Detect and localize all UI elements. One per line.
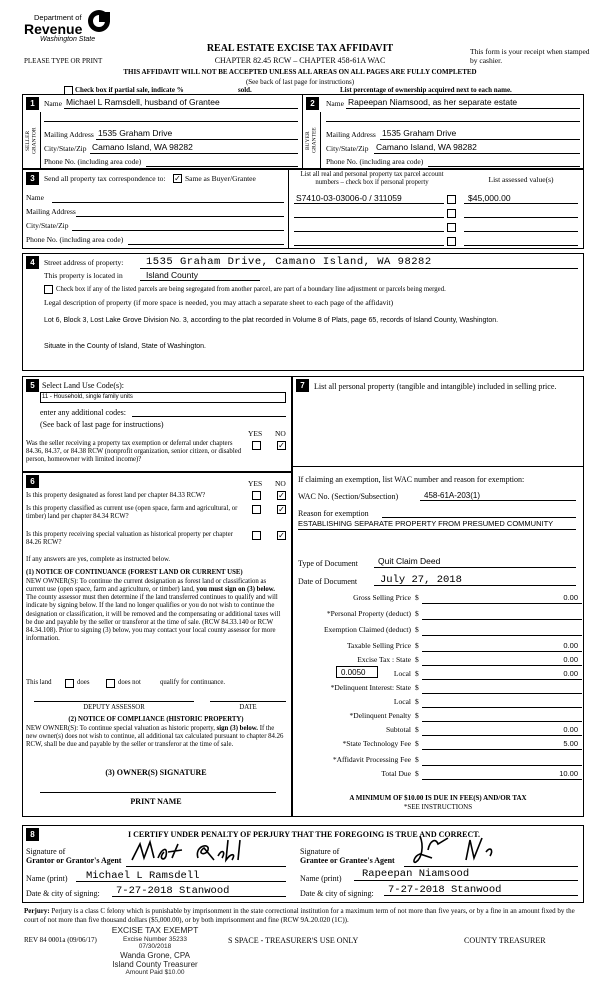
- legal-label: Legal description of property (if more space is needed, you may attach a separate sheet to each page of the affidavit): [44, 298, 394, 307]
- corr-city-label: City/State/Zip: [26, 221, 69, 230]
- fee-row-dollar: $: [415, 625, 419, 634]
- fee-row-field[interactable]: [422, 656, 582, 666]
- grantor-date-city[interactable]: 7-27-2018 Stanwood: [116, 885, 230, 897]
- fee-row-dollar: $: [415, 641, 419, 650]
- fee-row-label: *State Technology Fee: [342, 739, 411, 748]
- segregated-checkbox[interactable]: [44, 285, 53, 294]
- fee-row-dollar: $: [415, 739, 419, 748]
- correspondence-label: Send all property tax correspondence to:: [44, 174, 166, 183]
- notice-continuance-text: [26, 578, 286, 643]
- grantor-printed-name[interactable]: Michael L Ramsdell: [86, 870, 200, 882]
- street-label: Street address of property:: [44, 258, 124, 267]
- fee-row-label: Subtotal: [385, 725, 411, 734]
- yes-header-6: YES: [248, 479, 263, 488]
- form-chapter: CHAPTER 82.45 RCW – CHAPTER 458-61A WAC: [214, 56, 386, 65]
- grantee-name-label: Name: [326, 99, 344, 108]
- see-back-sec5: (See back of last page for instructions): [40, 420, 164, 429]
- owner-signature-label: (3) OWNER(S) SIGNATURE: [105, 768, 207, 777]
- fee-row: [305, 698, 583, 711]
- fee-row-label: Total Due: [381, 769, 411, 778]
- grantee-mailing-label: Mailing Address: [326, 130, 376, 139]
- grantor-mailing[interactable]: 1535 Graham Drive: [98, 128, 173, 138]
- grantee-agent-label: Grantee or Grantee's Agent: [300, 856, 395, 865]
- fee-row-field[interactable]: [422, 610, 582, 620]
- this-land-label: This land: [26, 679, 52, 686]
- doc-date[interactable]: July 27, 2018: [380, 574, 462, 586]
- fee-row-label: Local: [393, 697, 411, 706]
- assessed-value[interactable]: $45,000.00: [468, 193, 511, 203]
- personal-property-checkbox-2[interactable]: [447, 209, 456, 218]
- receipt-note: This form is your receipt when stamped by cashier.: [470, 47, 590, 65]
- wac-label: WAC No. (Section/Subsection): [298, 492, 399, 501]
- grantor-phone-label: Phone No. (including area code): [44, 157, 142, 166]
- minimum-due-note: A MINIMUM OF $10.00 IS DUE IN FEE(S) AND/OR TAX: [349, 794, 527, 802]
- stamp-line-1: EXCISE TAX EXEMPT: [111, 925, 199, 935]
- no-header-5: NO: [275, 429, 286, 438]
- same-as-buyer-checkbox[interactable]: ✓: [174, 174, 181, 183]
- exemption-claim-label: If claiming an exemption, list WAC number and reason for exemption:: [298, 475, 525, 484]
- grantor-date-label: Date & city of signing:: [26, 889, 100, 898]
- if-yes-note: If any answers are yes, complete as instructed below.: [26, 556, 171, 563]
- fee-row: [305, 756, 583, 769]
- section-1-number: 1: [26, 97, 39, 110]
- perjury-text: Perjury is a class C felony which is punishable by imprisonment in the state correctional institution for a maximum term of not more than five years, or by a fine in an amount fixed by the court of not more than five thousand dollars ($5,000.00), or by both imprisonment and fine (RCW 9A.20.020 (1C)).: [24, 907, 575, 924]
- exemption-no-checkbox[interactable]: ✓: [278, 441, 285, 450]
- stamp-line-3: 07/30/2018: [138, 943, 172, 951]
- fee-row-value: 0.00: [563, 641, 578, 650]
- parcel-header: List all real and personal property tax parcel account numbers – check box if personal property: [300, 171, 444, 186]
- see-back-header: (See back of last page for instructions): [245, 78, 355, 86]
- fee-row-dollar: $: [415, 609, 419, 618]
- does-not-label: does not: [118, 679, 141, 686]
- fee-row-label: *Delinquent Interest: State: [330, 683, 411, 692]
- historic-question: Is this property receiving special valuation as historical property per chapter 84.26 RCW?: [26, 531, 233, 546]
- grantor-name-print-label: Name (print): [26, 874, 68, 883]
- fee-row-value: 5.00: [563, 739, 578, 748]
- fee-row-field[interactable]: [422, 626, 582, 636]
- grantee-date-label: Date & city of signing:: [300, 889, 374, 898]
- section-8-number: 8: [26, 828, 39, 841]
- stamp-line-6: Amount Paid $10.00: [125, 969, 185, 977]
- fee-row-value: 10.00: [559, 769, 578, 778]
- dept-line-2: Revenue: [24, 21, 83, 37]
- fee-row-label: Excise Tax : State: [357, 655, 411, 664]
- certify-statement: I CERTIFY UNDER PENALTY OF PERJURY THAT THE FOREGOING IS TRUE AND CORRECT.: [128, 830, 481, 839]
- grantor-name-label: Name: [44, 99, 62, 108]
- fee-row-dollar: $: [415, 711, 419, 720]
- grantee-signature[interactable]: [410, 832, 520, 866]
- fee-row-field[interactable]: [422, 642, 582, 652]
- fee-row-label: *Delinquent Penalty: [349, 711, 411, 720]
- fee-row: [305, 610, 583, 623]
- county-value[interactable]: Island County: [146, 270, 198, 280]
- fee-row: [305, 626, 583, 639]
- fee-row-dollar: $: [415, 697, 419, 706]
- dept-line-3: Washington State: [40, 36, 96, 43]
- personal-property-checkbox-4[interactable]: [447, 237, 456, 246]
- form-warning: THIS AFFIDAVIT WILL NOT BE ACCEPTED UNLESS ALL AREAS ON ALL PAGES ARE FULLY COMPLETED: [123, 68, 477, 76]
- land-use-label: Select Land Use Code(s):: [42, 381, 124, 390]
- section-4-number: 4: [26, 256, 39, 269]
- located-label: This property is located in: [44, 271, 123, 280]
- stamp-line-5: Island County Treasurer: [112, 959, 198, 969]
- dor-logo: [24, 8, 124, 48]
- additional-codes-label: enter any additional codes:: [40, 408, 126, 417]
- section-5-number: 5: [26, 379, 39, 392]
- notice-continuance-b: The county assessor must then determine if the land transferred continues to qualify and will indicate by signing below. If the land no longer qualifies or you do not wish to continue the designation or classification, it will be removed and the compensating or additional taxes will be due and payable by the seller or transferor at the time of sale. (RCW 84.33.140 or RCW 84.34.108). Prior to signing (3) below, you may contact your local county assessor for more information.: [26, 594, 281, 643]
- see-instructions-note: *SEE INSTRUCTIONS: [403, 803, 473, 811]
- parcel-number[interactable]: S7410-03-03006-0 / 311059: [296, 193, 402, 203]
- historic-yes-checkbox[interactable]: [252, 531, 261, 540]
- fee-row: [305, 642, 583, 655]
- grantee-signature-label: Signature of: [300, 847, 340, 856]
- notice-continuance-bold: you must sign on (3) below.: [196, 586, 275, 594]
- fee-row: [305, 712, 583, 725]
- grantee-phone-label: Phone No. (including area code): [326, 157, 424, 166]
- section-3-number: 3: [26, 172, 39, 185]
- does-not-checkbox[interactable]: [106, 679, 115, 688]
- section-2-number: 2: [306, 97, 319, 110]
- forest-no-checkbox[interactable]: ✓: [278, 491, 285, 500]
- notice-compliance-b: If the new owner(s) does not wish to continue, all additional tax calculated pursuant to chapter 84.26 RCW, shall be due and payable by the seller or transferor at the time of sale.: [26, 725, 284, 749]
- corr-mailing-label: Mailing Address: [26, 207, 76, 216]
- forest-yes-checkbox[interactable]: [252, 491, 261, 500]
- grantee-date-city[interactable]: 7-27-2018 Stanwood: [388, 884, 502, 896]
- personal-property-label: List all personal property (tangible and intangible) included in selling price.: [314, 382, 557, 391]
- sold-label: sold.: [238, 86, 252, 94]
- personal-property-checkbox-3[interactable]: [447, 223, 456, 232]
- logo-mark-icon: [88, 10, 110, 32]
- grantor-signature-label: Signature of: [26, 847, 66, 856]
- fee-row: [305, 684, 583, 697]
- grantor-signature[interactable]: [128, 836, 268, 866]
- legal-description-2[interactable]: Situate in the County of Island, State of Washington.: [44, 343, 207, 350]
- treasurer-space-label: S SPACE - TREASURER'S USE ONLY: [228, 936, 359, 945]
- deputy-assessor-label: DEPUTY ASSESSOR: [83, 704, 145, 711]
- street-address[interactable]: 1535 Graham Drive, Camano Island, WA 98282: [146, 256, 432, 268]
- fee-row-label: *Affidavit Processing Fee: [332, 755, 411, 764]
- dept-line-1: Department of: [34, 13, 82, 22]
- yes-header-5: YES: [248, 429, 263, 438]
- corr-name-label: Name: [26, 193, 44, 202]
- fee-row-field[interactable]: [422, 684, 582, 694]
- fee-row-field[interactable]: [422, 756, 582, 766]
- doc-date-label: Date of Document: [298, 577, 358, 586]
- seller-side-label: SELLER GRANTOR: [25, 127, 38, 154]
- fee-row-label: Gross Selling Price: [353, 593, 411, 602]
- fee-row-field[interactable]: [422, 740, 582, 750]
- grantee-mailing[interactable]: 1535 Graham Drive: [382, 128, 457, 138]
- notice-continuance-a: NEW OWNER(S): To continue the current designation as forest land or classification as current use (open space, farm and agriculture, or timber) land,: [26, 578, 267, 594]
- form-title: REAL ESTATE EXCISE TAX AFFIDAVIT: [206, 43, 394, 54]
- notice-compliance-a: NEW OWNER(S): To continue special valuation as historic property,: [26, 725, 215, 732]
- notice-compliance-text: [26, 725, 286, 749]
- land-use-value: 11 - Household, single family units: [42, 394, 133, 400]
- fee-row-value: 0.00: [563, 593, 578, 602]
- fee-row: [305, 726, 583, 739]
- assessed-header: List assessed value(s): [488, 175, 554, 184]
- print-name-label: PRINT NAME: [130, 797, 182, 806]
- doc-type[interactable]: Quit Claim Deed: [378, 556, 441, 566]
- fee-row-label: Exemption Claimed (deduct): [323, 625, 411, 634]
- fee-row-dollar: $: [415, 655, 419, 664]
- fee-row-field[interactable]: [422, 726, 582, 736]
- grantor-agent-label: Grantor or Grantor's Agent: [26, 856, 122, 865]
- fee-row-dollar: $: [415, 669, 419, 678]
- section-6-number: 6: [26, 475, 39, 488]
- county-treasurer-label: COUNTY TREASURER: [464, 936, 546, 945]
- grantee-city-label: City/State/Zip: [326, 144, 369, 153]
- fee-row-field[interactable]: [422, 670, 582, 680]
- grantor-mailing-label: Mailing Address: [44, 130, 94, 139]
- reason-label: Reason for exemption: [298, 509, 369, 518]
- grantor-name[interactable]: Michael L Ramsdell, husband of Grantee: [66, 97, 220, 107]
- current-use-yes-checkbox[interactable]: [252, 505, 261, 514]
- partial-sale-label: Check box if partial sale, indicate %: [75, 86, 184, 94]
- grantee-name-print-label: Name (print): [300, 874, 342, 883]
- notice-compliance-title: (2) NOTICE OF COMPLIANCE (HISTORIC PROPERTY): [68, 716, 244, 723]
- stamp-line-2: Excise Number 35233: [123, 935, 187, 943]
- legal-description-1[interactable]: Lot 6, Block 3, Lost Lake Grove Division No. 3, according to the plat recorded in Volume 8 of Plats, page 65, records of Island County, Washington.: [44, 317, 499, 324]
- fee-row-dollar: $: [415, 683, 419, 692]
- does-label: does: [77, 679, 90, 686]
- doc-type-label: Type of Document: [298, 559, 358, 568]
- fee-row-label: Taxable Selling Price: [346, 641, 411, 650]
- treasurer-stamp: [96, 926, 214, 977]
- perjury-label: Perjury:: [24, 907, 50, 915]
- exemption-question: Was the seller receiving a property tax exemption or deferral under chapters 84.36, 84.37, or 84.38 RCW (nonprofit organization, senior citizen, or disabled person, homeowner with limited income)?: [26, 440, 242, 464]
- revision-code: REV 84 0001a (09/06/17): [24, 936, 97, 944]
- personal-property-checkbox-1[interactable]: [447, 195, 456, 204]
- fee-row-dollar: $: [415, 769, 419, 778]
- grantee-name[interactable]: Rapeepan Niamsood, as her separate estate: [348, 97, 518, 107]
- fee-row-value: 0.00: [563, 655, 578, 664]
- current-use-no-checkbox[interactable]: ✓: [278, 505, 285, 514]
- fee-row: [305, 770, 583, 783]
- fee-row: [305, 740, 583, 753]
- forest-land-question: Is this property designated as forest land per chapter 84.33 RCW?: [26, 492, 206, 499]
- current-use-question: Is this property classified as current use (open space, farm and agricultural, or timber) land per chapter 84.34 RCW?: [26, 505, 238, 520]
- fee-row-field[interactable]: [422, 712, 582, 722]
- fee-row-dollar: $: [415, 725, 419, 734]
- wac-number[interactable]: 458-61A-203(1): [424, 491, 481, 500]
- assessor-date-label: DATE: [239, 704, 257, 711]
- segregated-label: Check box if any of the listed parcels are being segregated from another parcel, are part of a boundary line adjustment or parcels being merged.: [56, 286, 446, 293]
- fee-row-field[interactable]: [422, 698, 582, 708]
- grantor-city-label: City/State/Zip: [44, 144, 87, 153]
- exemption-yes-checkbox[interactable]: [252, 441, 261, 450]
- section-6: [22, 472, 292, 817]
- fee-row-dollar: $: [415, 755, 419, 764]
- stamp-line-4: Wanda Grone, CPA: [120, 950, 190, 960]
- grantee-city[interactable]: Camano Island, WA 98282: [376, 142, 477, 152]
- section-7-number: 7: [296, 379, 309, 392]
- buyer-side-label: BUYER GRANTEE: [305, 127, 318, 154]
- fee-row-dollar: $: [415, 593, 419, 602]
- qualify-label: qualify for continuance.: [160, 679, 226, 686]
- fee-row-field[interactable]: [422, 594, 582, 604]
- fee-row-field[interactable]: [422, 770, 582, 780]
- does-checkbox[interactable]: [65, 679, 74, 688]
- fee-row-label: Local: [393, 669, 411, 678]
- ownership-note: List percentage of ownership acquired next to each name.: [340, 86, 512, 94]
- fee-row-label: *Personal Property (deduct): [326, 609, 411, 618]
- please-type: PLEASE TYPE OR PRINT: [24, 57, 103, 65]
- fee-row-value: 0.00: [563, 669, 578, 678]
- notice-continuance-title: (1) NOTICE OF CONTINUANCE (FOREST LAND OR CURRENT USE): [26, 569, 243, 576]
- fee-row: [305, 594, 583, 607]
- fee-row-value: 0.00: [563, 725, 578, 734]
- corr-phone-label: Phone No. (including area code): [26, 235, 124, 244]
- exemption-reason[interactable]: ESTABLISHING SEPARATE PROPERTY FROM PRESUMED COMMUNITY: [298, 519, 554, 528]
- no-header-6: NO: [275, 479, 286, 488]
- grantor-city[interactable]: Camano Island, WA 98282: [92, 142, 193, 152]
- historic-no-checkbox[interactable]: ✓: [278, 531, 285, 540]
- print-name-line: [40, 792, 276, 793]
- perjury-note: [24, 907, 584, 925]
- same-as-buyer-label: Same as Buyer/Grantee: [185, 174, 256, 183]
- notice-compliance-bold: sign (3) below.: [216, 725, 258, 732]
- local-rate: 0.0050: [341, 668, 366, 677]
- grantee-printed-name[interactable]: Rapeepan Niamsood: [362, 868, 470, 880]
